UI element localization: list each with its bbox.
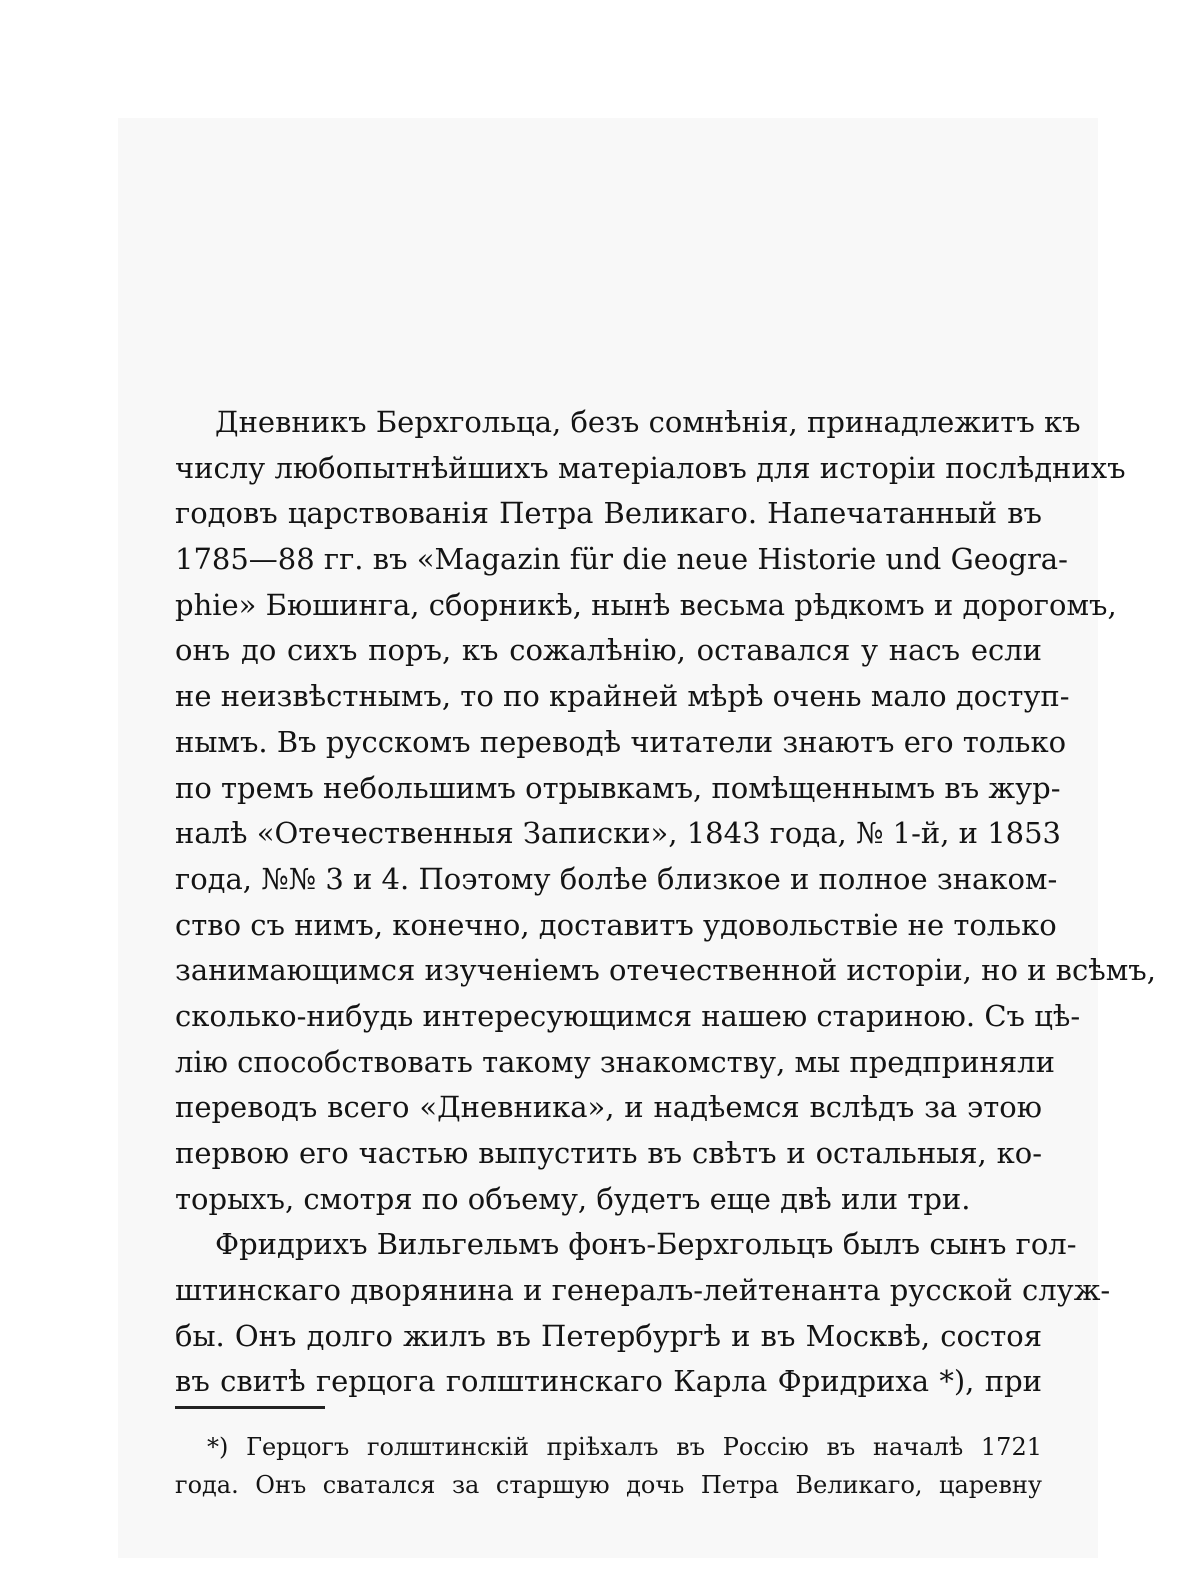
main-text (175, 400, 1156, 1405)
text-line: въ свитѣ герцога голштинскаго Карла Фридриха *), при (175, 1364, 1042, 1399)
footnote-divider (175, 1406, 325, 1409)
text-line: нымъ. Въ русскомъ переводѣ читатели знаютъ его только (175, 724, 1067, 759)
text-line: онъ до сихъ поръ, къ сожалѣнію, оставался у насъ если (175, 633, 1042, 668)
text-line: торыхъ, смотря по объему, будетъ еще двѣ или три. (175, 1181, 971, 1216)
text-line: числу любопытнѣйшихъ матеріаловъ для исторіи послѣднихъ (175, 450, 1126, 485)
text-line: переводъ всего «Дневника», и надѣемся вслѣдъ за этою (175, 1090, 1042, 1125)
text-line: не неизвѣстнымъ, то по крайней мѣрѣ очень мало доступ- (175, 679, 1070, 714)
text-line: Фридрихъ Вильгельмъ фонъ-Берхгольцъ былъ сынъ гол- (215, 1227, 1077, 1262)
text-line: phie» Бюшинга, сборникѣ, нынѣ весьма рѣдкомъ и дорогомъ, (175, 587, 1117, 622)
text-line: ство съ нимъ, конечно, доставитъ удовольствіе не только (175, 907, 1057, 942)
text-line: занимающимся изученіемъ отечественной исторіи, но и всѣмъ, (175, 953, 1156, 988)
text-line: штинскаго дворянина и генералъ-лейтенанта русской служ- (175, 1273, 1111, 1308)
text-line: годовъ царствованія Петра Великаго. Напечатанный въ (175, 496, 1042, 531)
text-line: бы. Онъ долго жилъ въ Петербургѣ и въ Москвѣ, состоя (175, 1318, 1042, 1353)
text-line: лію способствовать такому знакомству, мы предприняли (175, 1044, 1055, 1079)
text-line: по тремъ небольшимъ отрывкамъ, помѣщеннымъ въ жур- (175, 770, 1061, 805)
text-line: 1785—88 гг. въ «Magazin für die neue Historie und Geogra- (175, 542, 1068, 577)
text-line: первою его частью выпустить въ свѣтъ и остальныя, ко- (175, 1136, 1042, 1170)
footnote-line: года. Онъ сватался за старшую дочь Петра Великаго, царевну (175, 1471, 1042, 1499)
text-line: налѣ «Отечественныя Записки», 1843 года, № 1-й, и 1853 (175, 816, 1062, 851)
text-line: года, №№ 3 и 4. Поэтому болѣе близкое и полное знаком- (175, 861, 1058, 896)
footnote (175, 1428, 1042, 1504)
text-line: сколько-нибудь интересующимся нашею стариною. Съ цѣ- (175, 998, 1081, 1033)
text-line: Дневникъ Берхгольца, безъ сомнѣнія, принадлежитъ къ (215, 405, 1081, 439)
footnote-line: *) Герцогъ голштинскій пріѣхалъ въ Россію въ началѣ 1721 (207, 1433, 1042, 1461)
